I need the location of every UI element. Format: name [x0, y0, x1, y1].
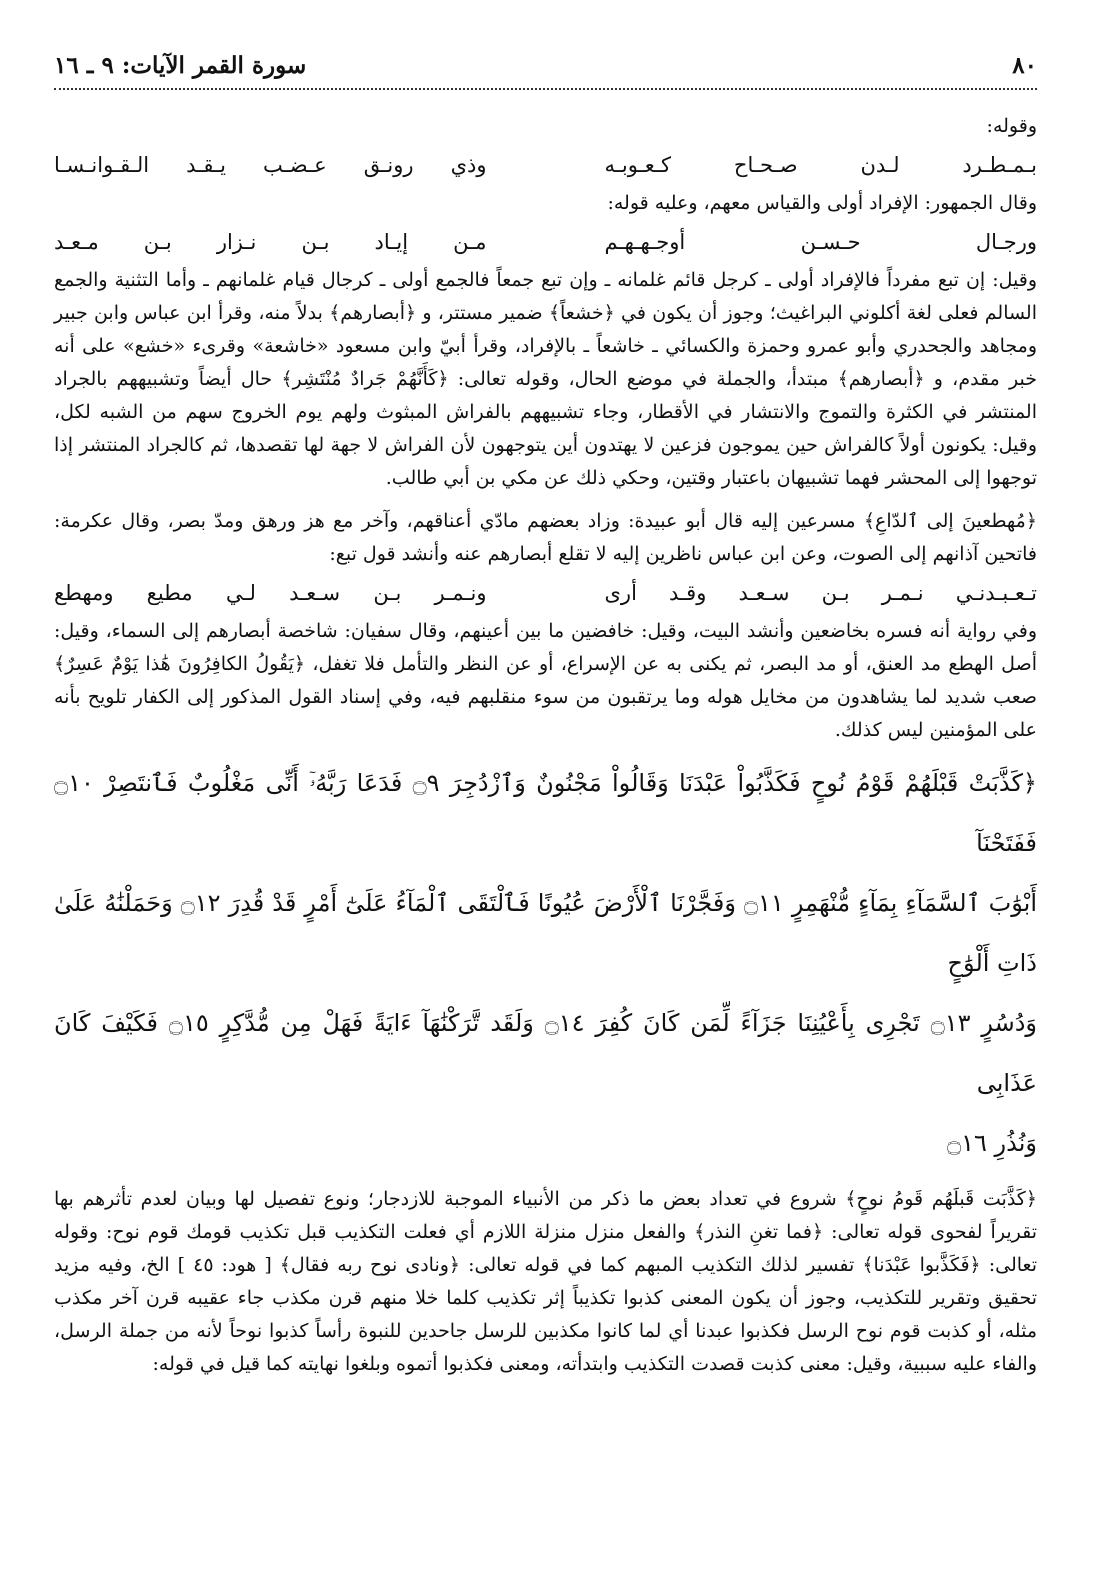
paragraph-commentary-2: ﴿مُهطعينَ إلى ٱلدّاعِ﴾ مسرعين إليه قال أبو عبيدة: وزاد بعضهم مادّي أعناقهم، وآخر مع هز ورهق ومدّ بصر، وقال عكرمة: فاتحين آذانهم إلى الصوت، وعن ابن عباس ناظرين إليه لا تقلع أبصارهم عنه وأنشد قول تبع:: [54, 510, 1037, 565]
verse-hemistich-second: مـن إيـاد بـن نـزار بـن مـعـد: [54, 230, 487, 254]
verse-hemistich-second: ونـمـر بـن سـعـد لـي مطيع ومهطع: [54, 581, 487, 605]
page-number: ٨٠: [1012, 52, 1037, 79]
verse-hemistich-first: ورجـال حـسـن أوجـهـهـم: [604, 230, 1037, 254]
quran-line: ﴿كَذَّبَتْ قَبْلَهُمْ قَوْمُ نُوحٍ فَكَذَّبُواْ عَبْدَنَا وَقَالُواْ مَجْنُونٌ وَٱزْدُجِرَ ۝٩ فَدَعَا رَبَّهُۥٓ أَنِّى مَغْلُوبٌ فَٱنتَصِرْ ۝١٠ فَفَتَحْنَآ: [54, 769, 1037, 857]
page-header: [54, 52, 1037, 90]
running-title: سورة القمر الآيات: ٩ ـ ١٦: [54, 52, 307, 79]
quran-line: وَنُذُرِ ۝١٦: [947, 1129, 1037, 1157]
verse-hemistich-second: وذي رونـق عـضـب يـقـد الـقـوانـسـا: [54, 153, 487, 177]
paragraph-commentary-3: وفي رواية أنه فسره بخاضعين وأنشد البيت، وقيل: خافضين ما بين أعينهم، وقال سفيان: شاخصة أبصارهم إلى السماء، وقيل: أصل الهطع مد العنق، أو مد البصر، ثم يكنى به عن الإسراع، أو عن النظر والتأمل فلا تغفل، ﴿يَقُولُ الكافِرُونَ هَٰذا يَوْمٌ عَسِرٌ﴾ صعب شديد لما يشاهدون من مخايل هوله وما يرتقبون من سوء منقلبهم فيه، وفي إسناد القول المذكور إلى الكفار تلويح بأنه على المؤمنين ليس كذلك.: [54, 620, 1037, 741]
poetry-verse-2: [54, 222, 1037, 262]
paragraph-jumhur: وقال الجمهور: الإفراد أولى والقياس معهم، وعليه قوله:: [607, 192, 1037, 214]
poetry-verse-3: [54, 573, 1037, 613]
intro-label: وقوله:: [986, 115, 1037, 137]
verse-hemistich-first: بـمـطـرد لـدن صـحـاح كـعـوبـه: [604, 153, 1037, 177]
poetry-verse-1: [54, 145, 1037, 185]
quran-line: وَدُسُرٍ ۝١٣ تَجْرِى بِأَعْيُنِنَا جَزَآءً لِّمَن كَانَ كُفِرَ ۝١٤ وَلَقَد تَّرَكْنَٰهَآ ءَايَةً فَهَلْ مِن مُّدَّكِرٍ ۝١٥ فَكَيْفَ كَانَ عَذَابِى: [54, 1009, 1038, 1097]
verse-hemistich-first: تـعـبـدنـي نـمـر بـن سـعـد وقـد أرى: [604, 581, 1037, 605]
quran-passage: [54, 753, 1037, 1173]
paragraph-commentary-4: ﴿كَذَّبَت قَبلَهُم قَومُ نوحٍ﴾ شروع في تعداد بعض ما ذكر من الأنبياء الموجبة للازدجار؛ ونوع تفصيل لها وبيان لعدم تأثرهم بها تقريراً لفحوى قوله تعالى: ﴿فما تغنِ النذر﴾ والفعل منزل منزلة اللازم أي فعلت التكذيب قبل تكذيب قومك قوم نوح: وقوله تعالى: ﴿فَكَذَّبوا عَبْدَنا﴾ تفسير لذلك التكذيب المبهم كما في قوله تعالى: ﴿ونادى نوح ربه فقال﴾ [ هود: ٤٥ ] الخ، وفيه مزيد تحقيق وتقرير للتكذيب، وجوز أن يكون المعنى كذبوا تكذيباً إثر تكذيب كلما خلا منهم قرن مكذب جاء عقيبه قرن آخر مكذب مثله، أو كذبت قوم نوح الرسل فكذبوا عبدنا أي لما كانوا مكذبين للرسل جاحدين للنبوة رأساً كذبوا نوحاً لأنه من جملة الرسل، والفاء عليه سببية، وقيل: معنى كذبت قصدت التكذيب وابتدأته، ومعنى فكذبوا أتموه وبلغوا نهايته كما قيل في قوله:: [54, 1188, 1037, 1375]
quran-line: أَبْوَٰبَ ٱلسَّمَآءِ بِمَآءٍ مُّنْهَمِرٍ ۝١١ وَفَجَّرْنَا ٱلْأَرْضَ عُيُونًا فَٱلْتَقَى ٱلْمَآءُ عَلَىٰٓ أَمْرٍ قَدْ قُدِرَ ۝١٢ وَحَمَلْنَٰهُ عَلَىٰ ذَاتِ أَلْوَٰحٍ: [54, 889, 1037, 977]
paragraph-commentary-1: وقيل: إن تبع مفرداً فالإفراد أولى ـ كرجل قائم غلمانه ـ وإن تبع جمعاً فالجمع أولى ـ كرجال قيام غلمانهم ـ وأما التثنية والجمع السالم فعلى لغة أكلوني البراغيث؛ وجوز أن يكون في ﴿خشعاً﴾ ضمير مستتر، و ﴿أبصارهم﴾ بدلاً منه، وقرأ ابن عباس وابن جبير ومجاهد والجحدري وأبو عمرو وحمزة والكسائي ـ خاشعاً ـ بالإفراد، وقرأ أبيّ وابن مسعود «خاشعة» وقرىء «خشع» على أنه خبر مقدم، و ﴿أبصارهم﴾ مبتدأ، والجملة في موضع الحال، وقوله تعالى: ﴿كَأَنَّهُمْ جَرادٌ مُنْتَشِر﴾ حال أيضاً وتشبيههم بالجراد المنتشر في الكثرة والتموج والانتشار في الأقطار، وجاء تشبيههم بالفراش المبثوث ولهم يوم الخروج سهم من الشبه لكل، وقيل: يكونون أولاً كالفراش حين يموجون فزعين لا يهتدون أين يتوجهون لأن الفراش لا جهة لها تقصدها، ثم كالجراد المنتشر إذا توجهوا إلى المحشر فهما تشبيهان باعتبار وقتين، وحكي ذلك عن مكي بن أبي طالب.: [54, 269, 1037, 489]
